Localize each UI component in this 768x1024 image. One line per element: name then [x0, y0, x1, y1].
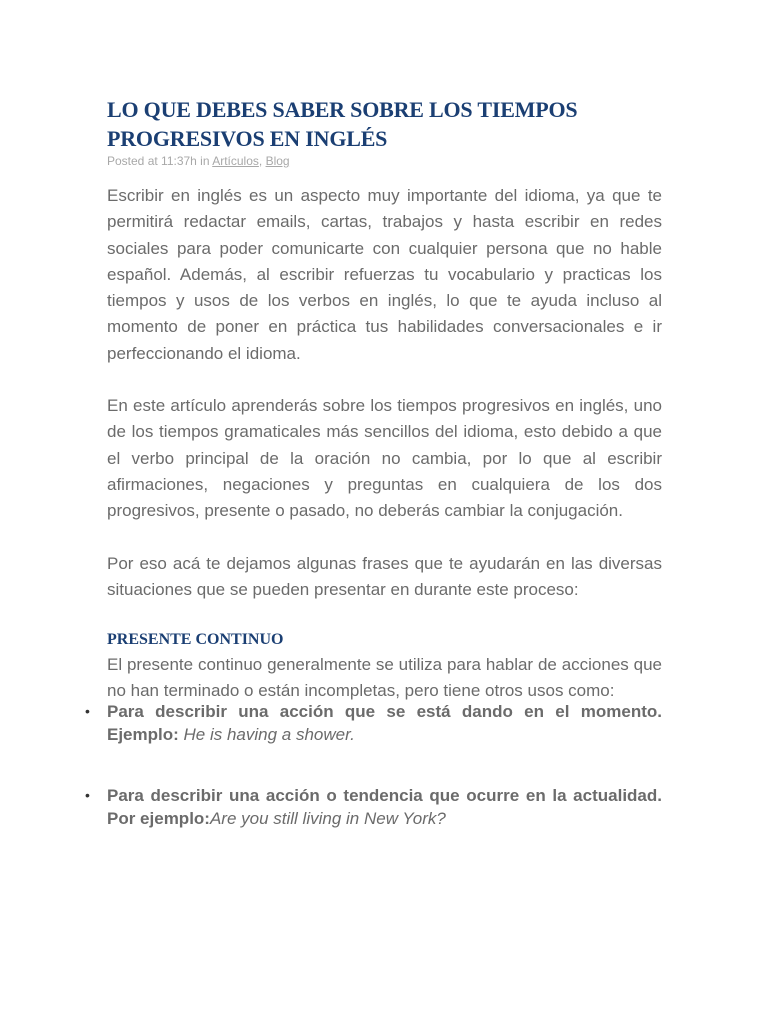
post-meta [107, 153, 662, 169]
paragraph-intro: Escribir en inglés es un aspecto muy importante del idioma, ya que te permitirá redactar emails, cartas, trabajos y hasta escribir en redes sociales para poder comunicarte con cualquier persona que no hable español. Además, al escribir refuerzas tu vocabulario y practicas los tiempos y usos de los verbos en inglés, lo que te ayuda incluso al momento de poner en práctica tus habilidades conversacionales e ir perfeccionando el idioma. [107, 186, 662, 363]
bullet-example-italic: He is having a shower. [178, 725, 355, 745]
bullet-icon: • [85, 787, 90, 804]
article-title [107, 95, 662, 153]
category-link-articulos[interactable]: Artículos [212, 154, 259, 168]
paragraph-phrases-intro: Por eso acá te dejamos algunas frases que te ayudarán en las diversas situaciones que se pueden presentar en durante este proceso: [107, 553, 662, 599]
bullet-example-italic: Are you still living in New York? [209, 809, 446, 829]
paragraph-presente-continuo-intro: El presente continuo generalmente se utiliza para hablar de acciones que no han terminado o están incompletas, pero tiene otros usos como: [107, 655, 662, 701]
post-meta-separator: , [258, 154, 266, 168]
bullet-icon: • [85, 703, 90, 720]
list-item [85, 784, 662, 830]
article [85, 95, 662, 830]
list-item [85, 700, 662, 746]
bullet-text-bold: Para describir una acción o tendencia que ocurre en la actualidad. Por ejemplo: [107, 786, 662, 829]
article-title-line-1: LO QUE DEBES SABER SOBRE LOS TIEMPOS [107, 97, 578, 122]
section-title-presente-continuo: PRESENTE CONTINUO [107, 631, 284, 649]
uses-list [85, 700, 662, 830]
post-meta-prefix: Posted at 11:37h in [107, 154, 213, 168]
paragraph-progressive-tenses: En este artículo aprenderás sobre los tiempos progresivos en inglés, uno de los tiempos gramaticales más sencillos del idioma, esto debido a que el verbo principal de la oración no cambia, por lo que al escribir afirmaciones, negaciones y preguntas en cualquiera de los dos progresivos, presente o pasado, no deberás cambiar la conjugación. [107, 396, 662, 521]
bullet-text-bold: Para describir una acción que se está dando en el momento. Ejemplo: [107, 702, 662, 745]
article-title-line-2: PROGRESIVOS EN INGLÉS [107, 126, 388, 151]
category-link-blog[interactable]: Blog [265, 154, 290, 168]
